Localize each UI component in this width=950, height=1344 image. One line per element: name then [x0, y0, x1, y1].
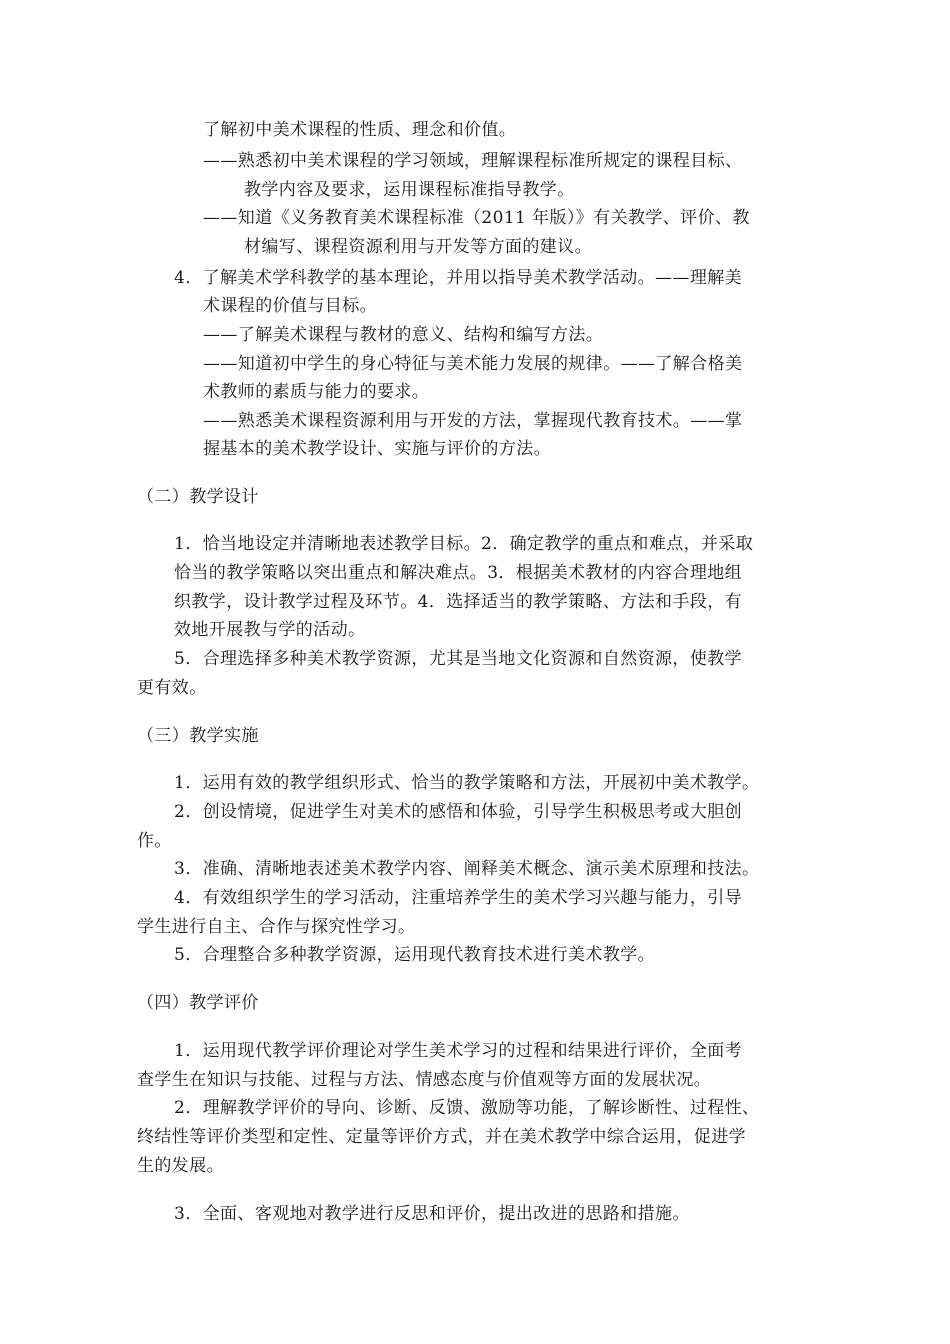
text-line: 作。 — [137, 831, 172, 851]
text-line: 5．合理整合多种教学资源，运用现代教育技术进行美术教学。 — [174, 945, 656, 965]
text-line: 3．全面、客观地对教学进行反思和评价，提出改进的思路和措施。 — [174, 1204, 690, 1224]
text-line: 4．了解美术学科教学的基本理论，并用以指导美术教学活动。——理解美 — [174, 268, 743, 288]
text-line: ——知道《义务教育美术课程标准（2011 年版）》有关教学、评价、教 — [203, 208, 750, 228]
text-line: 学生进行自主、合作与探究性学习。 — [137, 917, 416, 937]
text-line: 恰当的教学策略以突出重点和解决难点。3．根据美术教材的内容合理地组 — [174, 563, 743, 583]
text-line: 了解初中美术课程的性质、理念和价值。 — [203, 120, 517, 140]
text-line: 术教师的素质与能力的要求。 — [203, 382, 430, 402]
text-line: ——熟悉初中美术课程的学习领域，理解课程标准所规定的课程目标、 — [203, 151, 743, 171]
text-line: 握基本的美术教学设计、实施与评价的方法。 — [203, 439, 551, 459]
text-line: 4．有效组织学生的学习活动，注重培养学生的美术学习兴趣与能力，引导 — [174, 888, 743, 908]
text-line: 终结性等评价类型和定性、定量等评价方式，并在美术教学中综合运用，促进学 — [137, 1127, 746, 1147]
text-line: ——了解美术课程与教材的意义、结构和编写方法。 — [203, 325, 604, 345]
text-line: 1．运用现代教学评价理论对学生美术学习的过程和结果进行评价，全面考 — [174, 1041, 743, 1061]
text-line: 效地开展教与学的活动。 — [174, 620, 366, 640]
text-line: 生的发展。 — [137, 1156, 224, 1176]
section-heading: （四）教学评价 — [137, 993, 259, 1013]
text-line: 5．合理选择多种美术教学资源，尤其是当地文化资源和自然资源，使教学 — [174, 649, 743, 669]
text-line: 教学内容及要求，运用课程标准指导教学。 — [244, 180, 575, 200]
section-heading: （二）教学设计 — [137, 487, 259, 507]
text-line: 更有效。 — [137, 678, 207, 698]
section-heading: （三）教学实施 — [137, 726, 259, 746]
text-line: 术课程的价值与目标。 — [203, 296, 377, 316]
text-line: ——熟悉美术课程资源利用与开发的方法，掌握现代教育技术。——掌 — [203, 411, 743, 431]
text-line: 3．准确、清晰地表述美术教学内容、阐释美术概念、演示美术原理和技法。 — [174, 859, 760, 879]
text-line: 2．理解教学评价的导向、诊断、反馈、激励等功能，了解诊断性、过程性、 — [174, 1098, 760, 1118]
text-line: 查学生在知识与技能、过程与方法、情感态度与价值观等方面的发展状况。 — [137, 1070, 712, 1090]
text-line: 2．创设情境，促进学生对美术的感悟和体验，引导学生积极思考或大胆创 — [174, 802, 743, 822]
text-line: 材编写、课程资源利用与开发等方面的建议。 — [244, 237, 592, 257]
text-line: 1．运用有效的教学组织形式、恰当的教学策略和方法，开展初中美术教学。 — [174, 773, 760, 793]
text-line: 织教学，设计教学过程及环节。4．选择适当的教学策略、方法和手段，有 — [174, 592, 743, 612]
text-line: 1．恰当地设定并清晰地表述教学目标。2．确定教学的重点和难点，并采取 — [174, 534, 754, 554]
text-line: ——知道初中学生的身心特征与美术能力发展的规律。——了解合格美 — [203, 354, 743, 374]
